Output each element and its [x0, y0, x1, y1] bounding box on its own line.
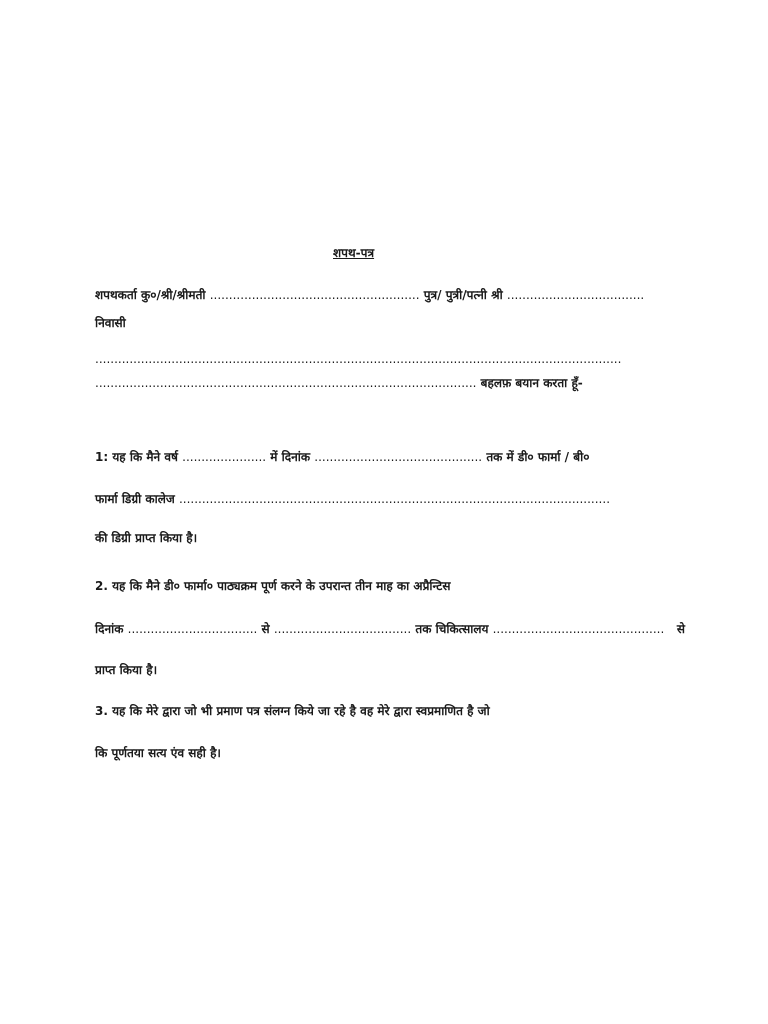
clause-1-course-label: तक में डी० फार्मा / बी० — [486, 450, 590, 464]
relation-name-blank: .................................... — [506, 288, 645, 302]
clause-1-date-label: में दिनांक — [270, 450, 311, 464]
from-date-blank: .................................. — [127, 622, 258, 636]
clause-2-line-2 — [95, 620, 685, 638]
clause-2-line-3: प्राप्त किया है। — [95, 663, 158, 677]
clause-1-line-2 — [95, 490, 610, 508]
deponent-line — [95, 286, 644, 304]
clause-1-line-3: की डिग्री प्राप्त किया है। — [95, 531, 198, 545]
clause-3-line-1: 3. यह कि मेरे द्वारा जो भी प्रमाण पत्र संलग्न किये जा रहे है वह मेरे द्वारा स्वप्रमाणित है जो — [95, 704, 490, 718]
hospital-blank: ............................................. — [492, 622, 665, 636]
clause-1-line-1 — [95, 448, 589, 466]
clause-1-year-label: 1: यह कि मैने वर्ष — [95, 450, 178, 464]
resident-label: निवासी — [95, 316, 126, 330]
date-blank: ............................................ — [314, 450, 483, 464]
from-label: से — [261, 622, 270, 636]
year-blank: ...................... — [182, 450, 267, 464]
college-label: फार्मा डिग्री कालेज — [95, 492, 175, 506]
relation-label: पुत्र/ पुत्री/पत्नी श्री — [423, 288, 503, 302]
statement-label: बहलफ़ बयान करता हूँ- — [480, 376, 583, 390]
apprentice-date-label: दिनांक — [95, 622, 124, 636]
hospital-suffix: से — [676, 622, 685, 636]
deponent-label: शपथकर्ता कु०/श्री/श्रीमती — [95, 288, 206, 302]
hospital-label: तक चिकित्सालय — [415, 622, 489, 636]
address-blank-line-1 — [95, 350, 621, 368]
deponent-name-blank: ....................................................... — [209, 288, 420, 302]
clause-3-line-2: कि पूर्णतया सत्य एंव सही है। — [95, 746, 221, 760]
to-date-blank: .................................... — [273, 622, 412, 636]
clause-2-line-1: 2. यह कि मैने डी० फार्मा० पाठ्यक्रम पूर्ण करने के उपरान्त तीन माह का अप्रैन्टिस — [95, 579, 451, 593]
address-blank-line-2 — [95, 374, 583, 392]
college-blank: ................................................................................................................. — [178, 492, 611, 506]
address-blank-2: .................................................................................................... — [95, 376, 477, 390]
affidavit-title: शपथ-पत्र — [333, 246, 375, 260]
address-blank-1: .......................................................................................................................................... — [95, 352, 622, 366]
